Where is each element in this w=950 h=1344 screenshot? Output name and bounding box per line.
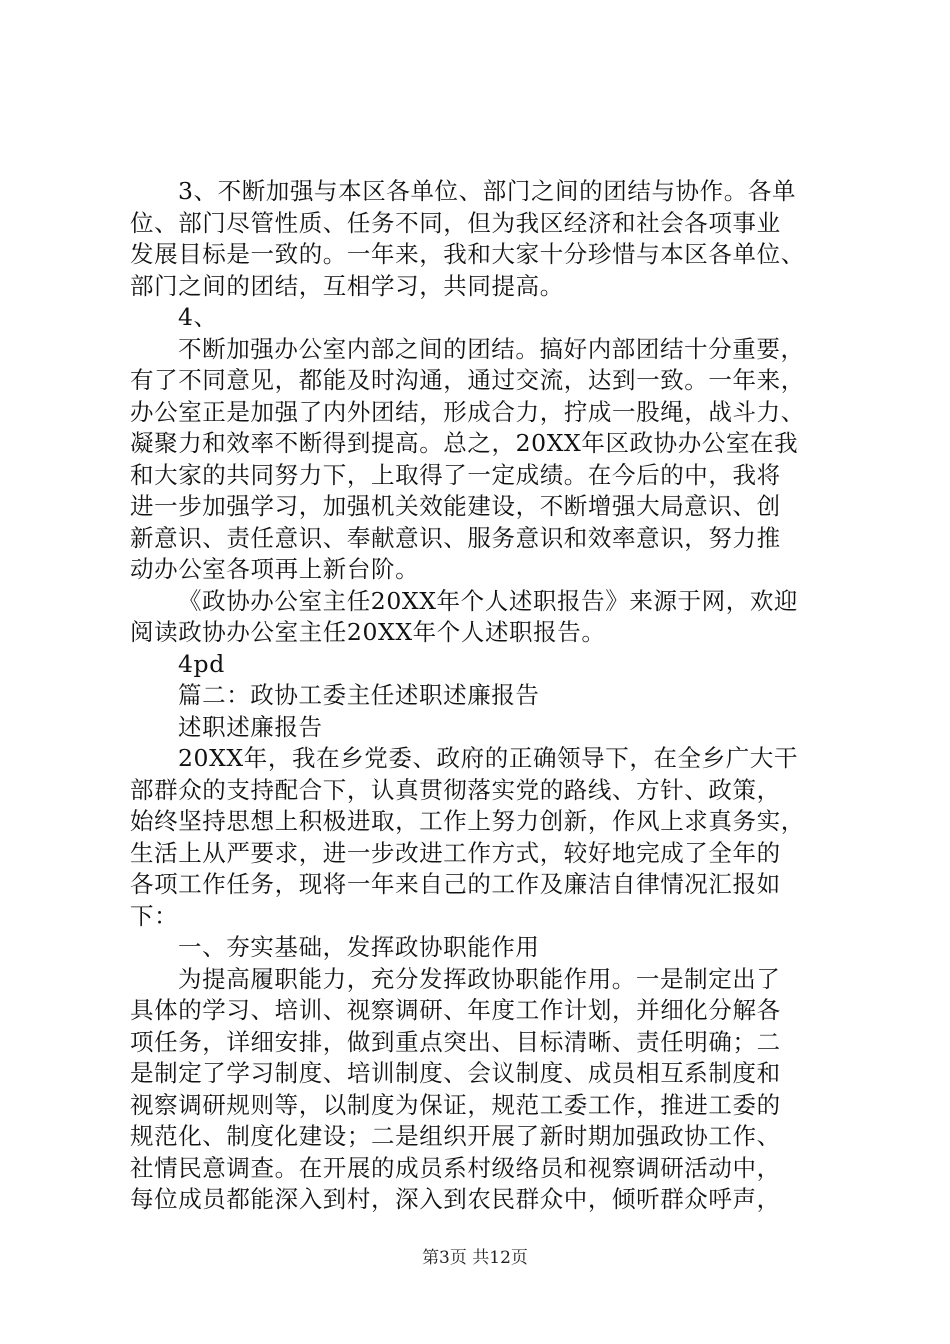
text-line: 阅读政协办公室主任20XX年个人述职报告。 — [130, 618, 606, 646]
text-line: 和大家的共同努力下，上取得了一定成绩。在今后的中，我将 — [130, 460, 781, 489]
text-line: 凝聚力和效率不断得到提高。总之，20XX年区政协办公室在我 — [130, 429, 799, 457]
text-line: 4pd — [178, 649, 225, 678]
text-line: 办公室正是加强了内外团结，形成合力，拧成一股绳，战斗力、 — [130, 397, 805, 426]
text-line: 3、不断加强与本区各单位、部门之间的团结与协作。各单 — [178, 177, 797, 205]
page-footer — [0, 1243, 950, 1268]
text-line: 项任务，详细安排，做到重点突出、目标清晰、责任明确；二 — [130, 1027, 781, 1056]
text-line: 视察调研规则等，以制度为保证，规范工委工作，推进工委的 — [130, 1090, 781, 1119]
text-line: 是制定了学习制度、培训制度、会议制度、成员相互系制度和 — [130, 1059, 781, 1087]
text-line: 部群众的支持配合下，认真贯彻落实党的路线、方针、政策， — [130, 775, 781, 804]
document-body — [130, 176, 830, 1216]
text-line: 位、部门尽管性质、任务不同，但为我区经济和社会各项事业 — [130, 208, 781, 237]
text-line: 为提高履职能力，充分发挥政协职能作用。一是制定出了 — [178, 964, 781, 993]
text-line: 20XX年，我在乡党委、政府的正确领导下，在全乡广大干 — [178, 744, 799, 772]
text-line: 生活上从严要求，进一步改进工作方式，较好地完成了全年的 — [130, 838, 781, 867]
text-line: 新意识、责任意识、奉献意识、服务意识和效率意识，努力推 — [130, 523, 781, 552]
text-line: 每位成员都能深入到村，深入到农民群众中，倾听群众呼声， — [130, 1185, 781, 1213]
text-line: 不断加强办公室内部之间的团结。搞好内部团结十分重要， — [178, 334, 805, 363]
text-line: 始终坚持思想上积极进取，工作上努力创新，作风上求真务实， — [130, 807, 805, 835]
text-line: 规范化、制度化建设；二是组织开展了新时期加强政协工作、 — [130, 1122, 781, 1150]
text-line: 动办公室各项再上新台阶。 — [130, 555, 420, 583]
text-line: 篇二：政协工委主任述职述廉报告 — [178, 681, 540, 709]
text-line: 部门之间的团结，互相学习，共同提高。 — [130, 271, 564, 300]
text-line: 一、夯实基础，发挥政协职能作用 — [178, 933, 540, 961]
text-line: 4、 — [178, 303, 218, 331]
text-line: 各项工作任务，现将一年来自己的工作及廉洁自律情况汇报如 — [130, 870, 781, 898]
text-line: 有了不同意见，都能及时沟通，通过交流，达到一致。一年来， — [130, 366, 805, 394]
text-line: 发展目标是一致的。一年来，我和大家十分珍惜与本区各单位、 — [130, 240, 805, 268]
page-number-label: 第3页 共12页 — [422, 1248, 528, 1268]
text-line: 社情民意调查。在开展的成员系村级络员和视察调研活动中， — [130, 1153, 781, 1182]
text-line: 《政协办公室主任20XX年个人述职报告》来源于网，欢迎 — [178, 586, 799, 615]
text-line: 下： — [130, 901, 179, 930]
text-line: 具体的学习、培训、视察调研、年度工作计划，并细化分解各 — [130, 996, 781, 1024]
text-line: 进一步加强学习，加强机关效能建设，不断增强大局意识、创 — [130, 492, 781, 520]
text-line: 述职述廉报告 — [178, 712, 323, 741]
